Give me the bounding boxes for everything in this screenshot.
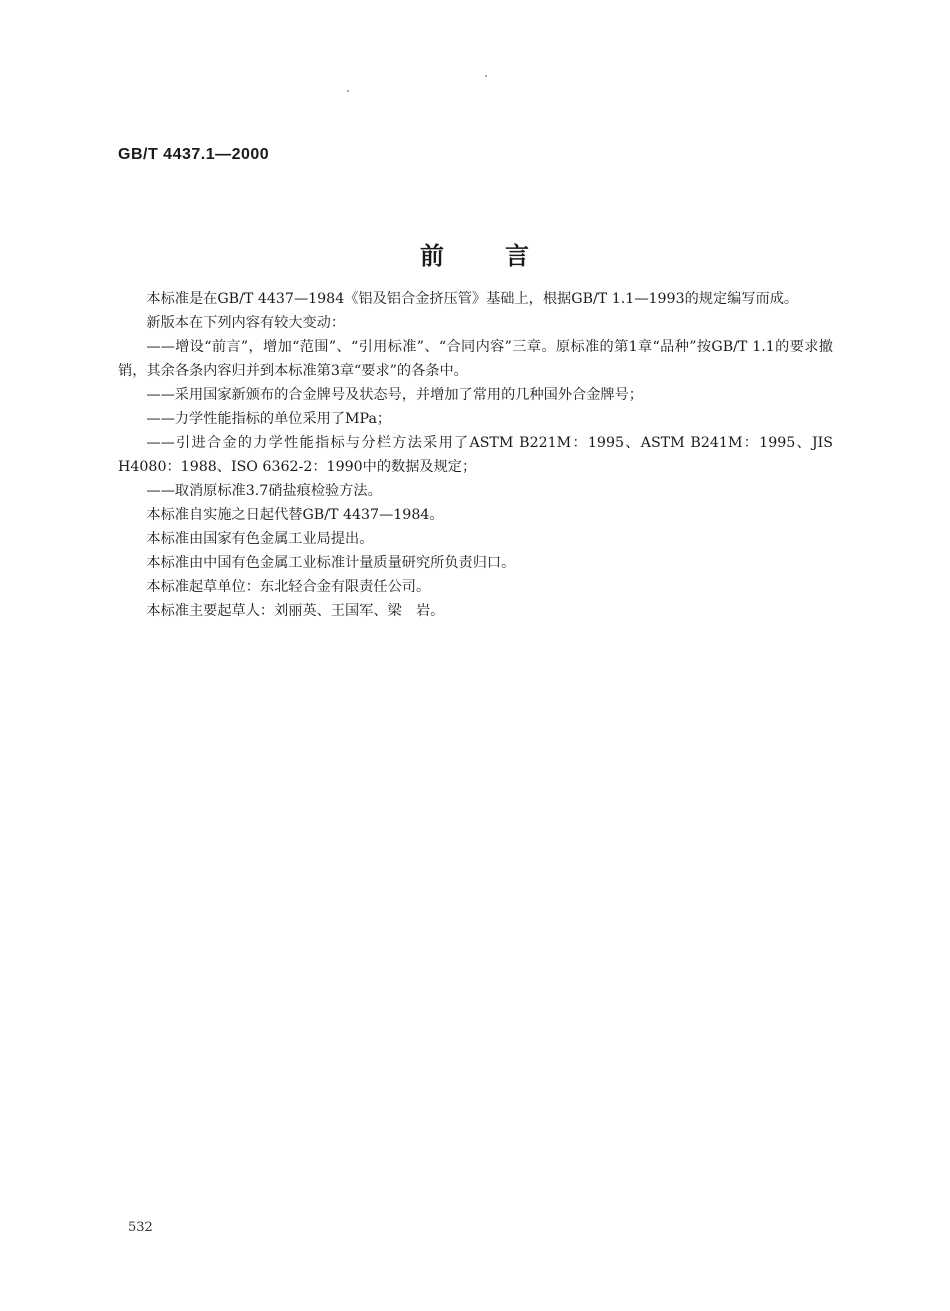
title-char-2: 言 [505,241,530,270]
paragraph-administered-by: 本标准由中国有色金属工业标准计量质量研究所负责归口。 [146,555,516,571]
paragraph-replaces: 本标准自实施之日起代替GB/T 4437—1984。 [146,507,444,523]
standard-code: GB/T 4437.1—2000 [118,146,270,163]
scan-speck [347,90,349,92]
paragraph-drafters: 本标准主要起草人：刘丽英、王国军、梁 岩。 [146,603,445,619]
paragraph-change-4: ——引进合金的力学性能指标与分栏方法采用了ASTM B221M：1995、ASTM B241M：1995、JIS H4080：1988、ISO 6362-2：1990中的数据及规定； [118,435,833,475]
section-title [0,236,950,271]
paragraph-change-5: ——取消原标准3.7硝盐痕检验方法。 [146,483,382,499]
scan-speck [485,75,487,77]
paragraph-proposed-by: 本标准由国家有色金属工业局提出。 [146,531,374,547]
paragraph-change-2: ——采用国家新颁布的合金牌号及状态号，并增加了常用的几种国外合金牌号； [146,387,643,403]
paragraph-drafting-unit: 本标准起草单位：东北轻合金有限责任公司。 [146,579,431,595]
foreword-body [118,287,833,623]
paragraph-change-1: ——增设“前言”，增加“范围”、“引用标准”、“合同内容”三章。原标准的第1章“品种”按GB/T 1.1的要求撤销，其余各条内容归并到本标准第3章“要求”的各条中。 [118,339,833,379]
page-number: 532 [128,1220,153,1235]
paragraph-changes-intro: 新版本在下列内容有较大变动： [146,315,346,331]
paragraph-basis: 本标准是在GB/T 4437—1984《铝及铝合金挤压管》基础上，根据GB/T 1.1—1993的规定编写而成。 [146,291,799,307]
paragraph-change-3: ——力学性能指标的单位采用了MPa； [146,411,392,427]
title-char-1: 前 [420,241,445,270]
